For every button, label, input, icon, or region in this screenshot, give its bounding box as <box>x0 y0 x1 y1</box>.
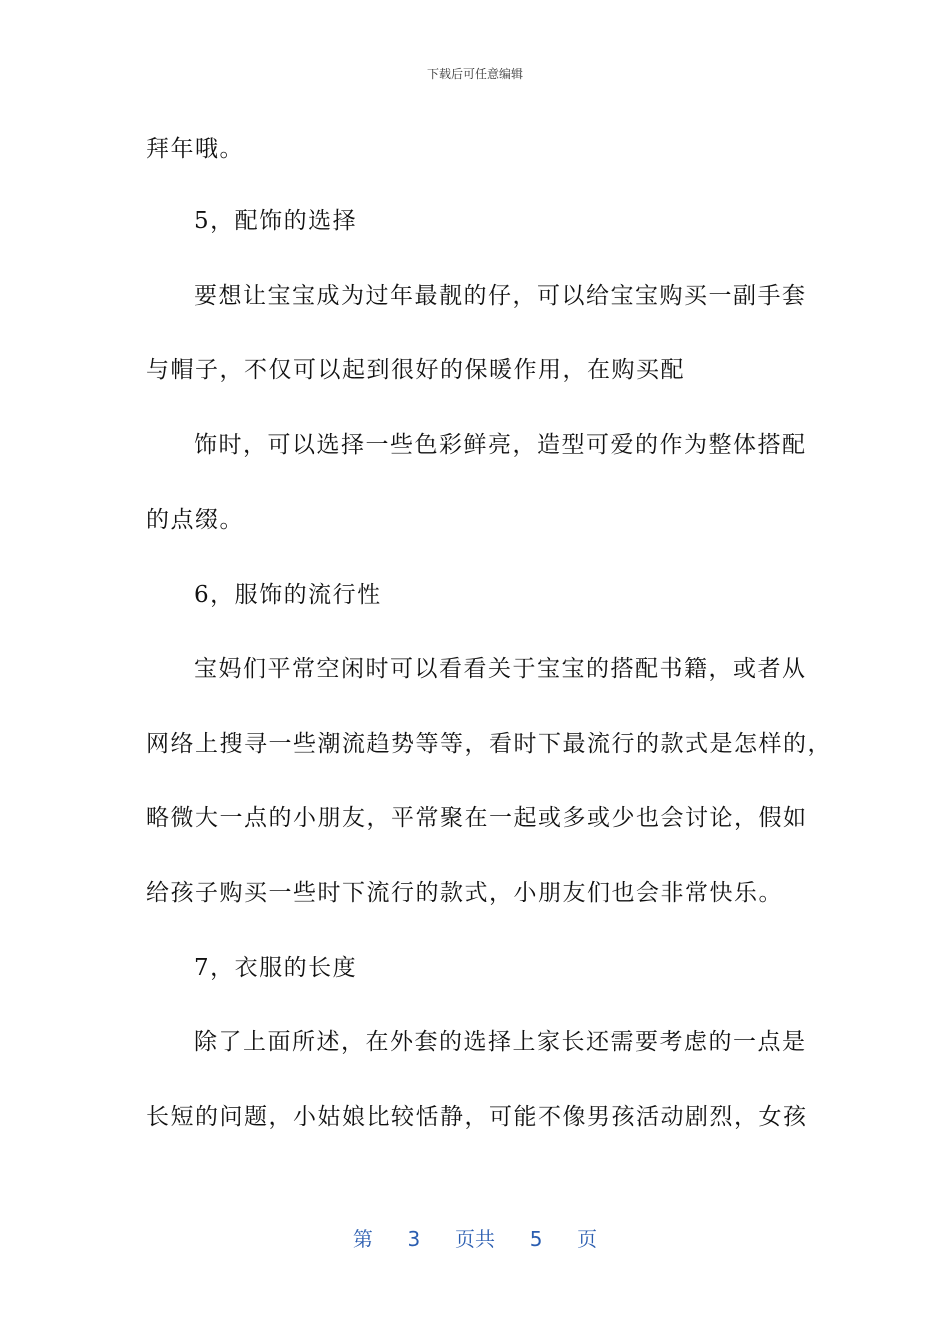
text-line: 与帽子，不仅可以起到很好的保暖作用，在购买配 <box>146 357 685 383</box>
text-line: 给孩子购买一些时下流行的款式，小朋友们也会非常快乐。 <box>146 880 783 906</box>
text-line: 网络上搜寻一些潮流趋势等等，看时下最流行的款式是怎样的， <box>146 731 832 757</box>
section-heading-7: 7，衣服的长度 <box>194 955 358 981</box>
footer-prefix: 第 <box>352 1227 373 1251</box>
page-footer <box>0 1226 950 1252</box>
page-header-note: 下载后可任意编辑 <box>426 67 523 81</box>
footer-current-page: 3 <box>407 1227 421 1251</box>
text-line: 饰时，可以选择一些色彩鲜亮，造型可爱的作为整体搭配 <box>194 432 807 458</box>
text-line: 略微大一点的小朋友，平常聚在一起或多或少也会讨论，假如 <box>146 805 808 831</box>
footer-middle: 页共 <box>455 1227 495 1251</box>
text-line: 宝妈们平常空闲时可以看看关于宝宝的搭配书籍，或者从 <box>194 656 807 682</box>
footer-suffix: 页 <box>577 1227 598 1251</box>
footer-total-pages: 5 <box>529 1227 543 1251</box>
section-heading-5: 5，配饰的选择 <box>194 208 358 234</box>
text-line: 拜年哦。 <box>146 136 244 162</box>
text-line: 除了上面所述，在外套的选择上家长还需要考虑的一点是 <box>194 1029 807 1055</box>
text-line: 的点缀。 <box>146 507 244 533</box>
text-line: 长短的问题，小姑娘比较恬静，可能不像男孩活动剧烈，女孩 <box>146 1104 808 1130</box>
text-line: 要想让宝宝成为过年最靓的仔，可以给宝宝购买一副手套 <box>194 283 807 309</box>
section-heading-6: 6，服饰的流行性 <box>194 582 382 608</box>
